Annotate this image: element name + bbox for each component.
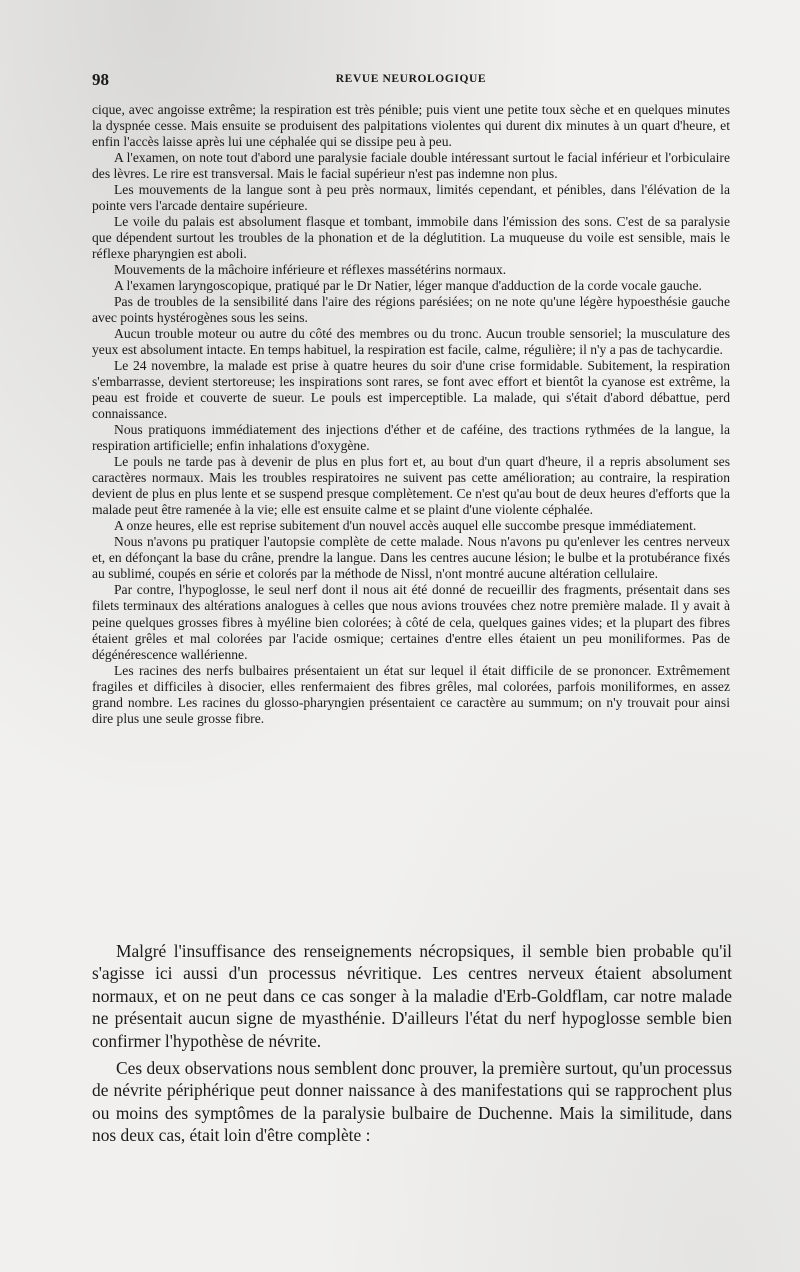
paragraph: cique, avec angoisse extrême; la respiration est très pénible; puis vient une petite toux sèche et en quelques minutes la dyspnée cesse. Mais ensuite se produisent des palpitations violentes qui durent dix minutes à un quart d'heure, et enfin l'accès laisse après lui une céphalée qui se dissipe peu à peu. (92, 102, 730, 150)
paragraph: Ces deux observations nous semblent donc prouver, la première surtout, qu'un processus de névrite périphérique peut donner naissance à des manifestations qui se rapprochent plus ou moins des symptômes de la paralysie bulbaire de Duchenne. Mais la similitude, dans nos deux cas, était loin d'être complète : (92, 1058, 732, 1146)
paragraph: A l'examen, on note tout d'abord une paralysie faciale double intéressant surtout le facial inférieur et l'orbiculaire des lèvres. Le rire est transversal. Mais le facial supérieur n'est pas indemne non plus. (92, 150, 730, 182)
paragraph: Nous pratiquons immédiatement des injections d'éther et de caféine, des tractions rythmées de la langue, la respiration artificielle; enfin inhalations d'oxygène. (92, 422, 730, 454)
paragraph: Pas de troubles de la sensibilité dans l'aire des régions parésiées; on ne note qu'une légère hypoesthésie gauche avec points hystérogènes sous les seins. (92, 294, 730, 326)
running-title: REVUE NEUROLOGIQUE (335, 73, 487, 85)
page-number: 98 (92, 70, 109, 89)
case-report-section (92, 102, 730, 727)
paragraph: A l'examen laryngoscopique, pratiqué par le Dr Natier, léger manque d'adduction de la corde vocale gauche. (114, 278, 702, 294)
paragraph: A onze heures, elle est reprise subitement d'un nouvel accès auquel elle succombe presque immédiatement. (114, 518, 697, 534)
paragraph: Aucun trouble moteur ou autre du côté des membres ou du tronc. Aucun trouble sensoriel; la musculature des yeux est absolument intacte. En temps habituel, la respiration est facile, calme, régulière; il n'y a pas de tachycardie. (92, 326, 730, 358)
paragraph: Malgré l'insuffisance des renseignements nécropsiques, il semble bien probable qu'il s'agisse ici aussi d'un processus névritique. Les centres nerveux étaient absolument normaux, et on ne peut dans ce cas songer à la maladie d'Erb-Goldflam, car notre malade ne présentait aucun signe de myasthénie. D'ailleurs l'état du nerf hypoglosse semble bien confirmer l'hypothèse de névrite. (92, 941, 732, 1051)
paragraph: Le voile du palais est absolument flasque et tombant, immobile dans l'émission des sons. C'est de sa paralysie que dépendent surtout les troubles de la phonation et de la déglutition. La muqueuse du voile est sensible, mais le réflexe pharyngien est aboli. (92, 214, 730, 262)
paragraph: Les mouvements de la langue sont à peu près normaux, limités cependant, et pénibles, dans l'élévation de la pointe vers l'arcade dentaire supérieure. (92, 182, 730, 214)
page-header (92, 70, 730, 90)
paragraph: Par contre, l'hypoglosse, le seul nerf dont il nous ait été donné de recueillir des fragments, présentait dans ses filets terminaux des altérations analogues à celles que nous avions trouvées chez notre première malade. Il y avait à peine quelques grosses fibres à myéline bien colorées; à côté de cela, quelques gaines vides; et la plupart des fibres étaient grêles et mal colorées par l'acide osmique; certaines d'entre elles étaient un peu moniliformes. Pas de dégénérescence wallérienne. (92, 582, 730, 662)
paragraph: Mouvements de la mâchoire inférieure et réflexes massétérins normaux. (114, 262, 507, 278)
discussion-section (92, 940, 732, 1152)
paragraph: Le pouls ne tarde pas à devenir de plus en plus fort et, au bout d'un quart d'heure, il a repris absolument ses caractères normaux. Mais les troubles respiratoires ne suivent pas cette amélioration; au contraire, la respiration devient de plus en plus lente et se suspend presque complètement. Ce n'est qu'au bout de deux heures d'efforts que la malade peut être ramenée à la vie; elle est ensuite calme et se plaint d'une violente céphalée. (92, 454, 730, 518)
paragraph: Les racines des nerfs bulbaires présentaient un état sur lequel il était difficile de se prononcer. Extrêmement fragiles et difficiles à disocier, elles renfermaient des fibres grêles, mal colorées, parfois moniliformes, en assez grand nombre. Les racines du glosso-pharyngien présentaient ce caractère au summum; on n'y trouvait pour ainsi dire plus une seule grosse fibre. (92, 662, 730, 726)
paragraph: Nous n'avons pu pratiquer l'autopsie complète de cette malade. Nous n'avons pu qu'enlever les centres nerveux et, en défonçant la base du crâne, prendre la langue. Dans les centres aucune lésion; le bulbe et la protubérance fixés au sublimé, coupés en série et colorés par la méthode de Nissl, n'ont montré aucune altération cellulaire. (92, 534, 730, 582)
paragraph: Le 24 novembre, la malade est prise à quatre heures du soir d'une crise formidable. Subitement, la respiration s'embarrasse, devient stertoreuse; les inspirations sont rares, se font avec effort et bientôt la cyanose est extrême, la peau est froide et couverte de sueur. Le pouls est imperceptible. La malade, qui s'était d'abord débattue, perd connaissance. (92, 358, 730, 422)
